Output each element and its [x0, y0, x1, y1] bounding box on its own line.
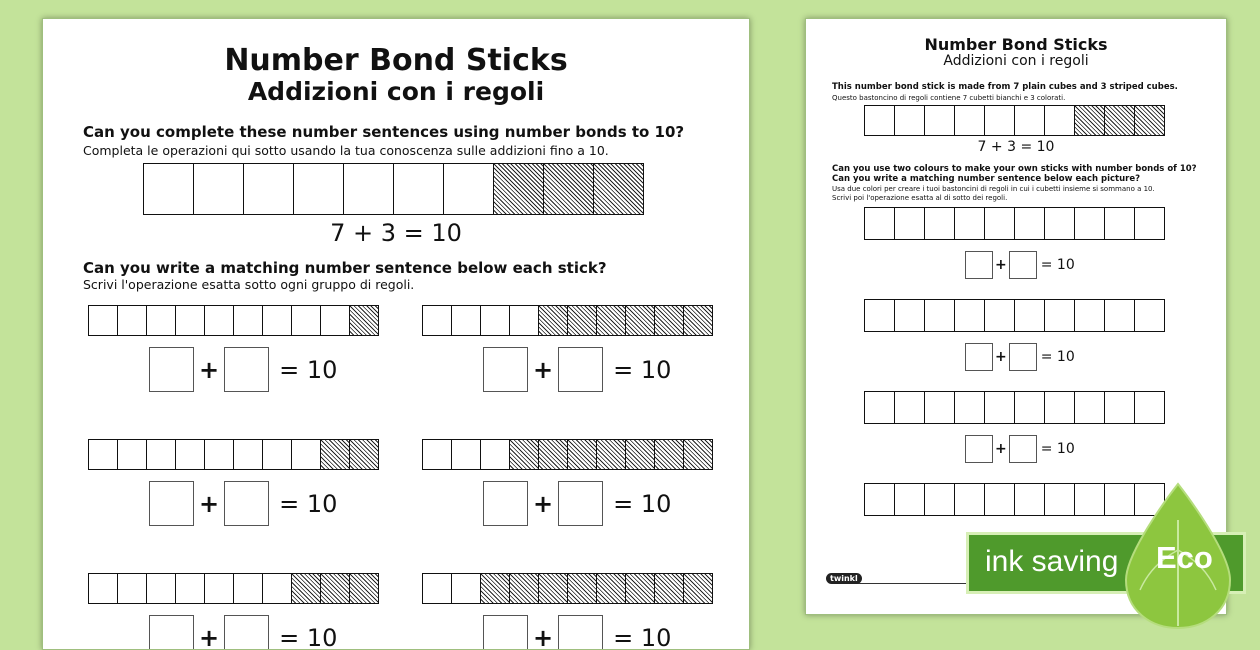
plain-cube [175, 573, 205, 604]
striped-cube [538, 573, 568, 604]
plain-cube [954, 299, 985, 332]
plain-cube [1134, 207, 1165, 240]
plain-cube [422, 439, 452, 470]
number-stick [89, 573, 379, 604]
plain-cube [1074, 299, 1105, 332]
striped-cube [654, 573, 684, 604]
blank-number-stick[interactable] [865, 299, 1165, 332]
plus-sign: + [533, 490, 553, 518]
plain-cube [894, 483, 925, 516]
number-sentence [483, 615, 671, 650]
plain-cube [88, 573, 118, 604]
number-stick [423, 305, 713, 336]
plain-cube [204, 305, 234, 336]
striped-cube [654, 305, 684, 336]
plain-cube [924, 391, 955, 424]
plain-cube [320, 305, 350, 336]
plain-cube [1074, 207, 1105, 240]
blank-number-stick[interactable] [865, 391, 1165, 424]
number-sentence [149, 615, 337, 650]
question-1-italian: Completa le operazioni qui sotto usando la tua conoscenza sulle addizioni fino a 10. [83, 143, 609, 158]
worksheet-preview-left [42, 18, 750, 650]
plus-sign: + [199, 490, 219, 518]
plain-cube [924, 105, 955, 136]
number-stick [89, 439, 379, 470]
plain-cube [175, 305, 205, 336]
plain-cube [864, 299, 895, 332]
answer-box-first[interactable] [965, 251, 993, 279]
plain-cube [1104, 207, 1135, 240]
page-title: Number Bond Sticks [43, 43, 749, 78]
plain-cube [954, 207, 985, 240]
plain-cube [480, 305, 510, 336]
twinkl-logo: twinkl [826, 573, 862, 584]
striped-cube [291, 573, 321, 604]
number-stick [89, 305, 379, 336]
number-sentence [965, 343, 1075, 371]
number-sentence [965, 251, 1075, 279]
plain-cube [1014, 207, 1045, 240]
question-italian-2: Scrivi poi l'operazione esatta al di sotto dei regoli. [832, 194, 1007, 202]
plain-cube [291, 439, 321, 470]
plus-sign: + [995, 349, 1007, 365]
striped-cube [480, 573, 510, 604]
plain-cube [175, 439, 205, 470]
plain-cube [1044, 105, 1075, 136]
question-english-1: Can you use two colours to make your own sticks with number bonds of 10? [832, 164, 1197, 174]
plain-cube [204, 573, 234, 604]
plus-sign: + [533, 624, 553, 650]
striped-cube [320, 439, 350, 470]
ink-saving-label: ink saving [985, 545, 1118, 579]
plain-cube [1044, 391, 1075, 424]
plain-cube [262, 439, 292, 470]
question-1-english: Can you complete these number sentences using number bonds to 10? [83, 123, 684, 141]
plus-sign: + [533, 356, 553, 384]
equals-ten: = 10 [1041, 349, 1075, 365]
striped-cube [349, 573, 379, 604]
intro-english: This number bond stick is made from 7 plain cubes and 3 striped cubes. [832, 82, 1178, 92]
plain-cube [1014, 105, 1045, 136]
striped-cube [349, 439, 379, 470]
plain-cube [146, 573, 176, 604]
number-sentence [483, 481, 671, 526]
equals-ten: = 10 [613, 490, 671, 518]
striped-cube [538, 439, 568, 470]
striped-cube [625, 573, 655, 604]
plain-cube [954, 391, 985, 424]
plain-cube [262, 573, 292, 604]
plain-cube [291, 305, 321, 336]
plain-cube [1014, 391, 1045, 424]
number-sentence [965, 435, 1075, 463]
plain-cube [1044, 299, 1075, 332]
answer-box-second[interactable] [558, 347, 603, 392]
plain-cube [1044, 207, 1075, 240]
page-subtitle: Addizioni con i regoli [43, 77, 749, 106]
plain-cube [1014, 299, 1045, 332]
plain-cube [924, 207, 955, 240]
page-subtitle: Addizioni con i regoli [806, 53, 1226, 69]
equals-ten: = 10 [613, 356, 671, 384]
striped-cube [1074, 105, 1105, 136]
plain-cube [146, 439, 176, 470]
plain-cube [451, 305, 481, 336]
plus-sign: + [995, 441, 1007, 457]
striped-cube [654, 439, 684, 470]
plain-cube [1074, 391, 1105, 424]
plain-cube [146, 305, 176, 336]
plain-cube [894, 391, 925, 424]
plain-cube [193, 163, 244, 215]
plain-cube [1134, 299, 1165, 332]
question-2-italian: Scrivi l'operazione esatta sotto ogni gruppo di regoli. [83, 277, 414, 292]
plain-cube [924, 483, 955, 516]
answer-box-first[interactable] [149, 347, 194, 392]
plain-cube [422, 305, 452, 336]
plain-cube [894, 299, 925, 332]
plain-cube [117, 305, 147, 336]
striped-cube [567, 439, 597, 470]
plain-cube [293, 163, 344, 215]
blank-number-stick[interactable] [865, 207, 1165, 240]
striped-cube [567, 573, 597, 604]
plus-sign: + [199, 356, 219, 384]
plain-cube [233, 305, 263, 336]
striped-cube [625, 305, 655, 336]
page-title: Number Bond Sticks [806, 35, 1226, 54]
plain-cube [233, 573, 263, 604]
striped-cube [349, 305, 379, 336]
answer-box-first[interactable] [483, 347, 528, 392]
plain-cube [480, 439, 510, 470]
question-italian-1: Usa due colori per creare i tuoi bastoncini di regoli in cui i cubetti insieme si sommano a 10. [832, 185, 1155, 193]
striped-cube [596, 439, 626, 470]
plain-cube [924, 299, 955, 332]
plain-cube [1104, 391, 1135, 424]
plain-cube [117, 573, 147, 604]
number-stick [423, 573, 713, 604]
answer-box-first[interactable] [149, 481, 194, 526]
answer-box-first[interactable] [965, 343, 993, 371]
answer-box-second[interactable] [558, 481, 603, 526]
plain-cube [984, 391, 1015, 424]
number-sentence [483, 347, 671, 392]
striped-cube [596, 573, 626, 604]
plain-cube [262, 305, 292, 336]
eco-label: Eco [1156, 540, 1213, 576]
answer-box-second[interactable] [224, 615, 269, 650]
footer-rule [856, 583, 976, 584]
plain-cube [233, 439, 263, 470]
plain-cube [88, 439, 118, 470]
answer-box-second[interactable] [1009, 343, 1037, 371]
question-2-english: Can you write a matching number sentence below each stick? [83, 259, 607, 277]
question-english-2: Can you write a matching number sentence below each picture? [832, 174, 1140, 184]
answer-box-first[interactable] [483, 481, 528, 526]
striped-cube [493, 163, 544, 215]
striped-cube [509, 573, 539, 604]
ink-saving-eco-badge [966, 480, 1260, 630]
striped-cube [683, 439, 713, 470]
plain-cube [88, 305, 118, 336]
example-equation: 7 + 3 = 10 [43, 219, 749, 247]
equals-ten: = 10 [279, 490, 337, 518]
striped-cube [567, 305, 597, 336]
striped-cube [596, 305, 626, 336]
striped-cube [543, 163, 594, 215]
plain-cube [143, 163, 194, 215]
plus-sign: + [199, 624, 219, 650]
equals-ten: = 10 [1041, 257, 1075, 273]
plain-cube [984, 207, 1015, 240]
equals-ten: = 10 [279, 624, 337, 650]
plain-cube [451, 573, 481, 604]
plain-cube [343, 163, 394, 215]
plain-cube [984, 105, 1015, 136]
plain-cube [894, 105, 925, 136]
plain-cube [864, 105, 895, 136]
striped-cube [683, 305, 713, 336]
intro-italian: Questo bastoncino di regoli contiene 7 cubetti bianchi e 3 colorati. [832, 94, 1065, 102]
number-stick [423, 439, 713, 470]
plain-cube [422, 573, 452, 604]
plain-cube [894, 207, 925, 240]
plain-cube [451, 439, 481, 470]
striped-cube [683, 573, 713, 604]
equals-ten: = 10 [613, 624, 671, 650]
example-equation: 7 + 3 = 10 [806, 139, 1226, 155]
plain-cube [443, 163, 494, 215]
equals-ten: = 10 [279, 356, 337, 384]
answer-box-second[interactable] [224, 347, 269, 392]
answer-box-second[interactable] [1009, 251, 1037, 279]
plain-cube [393, 163, 444, 215]
plain-cube [1134, 391, 1165, 424]
plain-cube [204, 439, 234, 470]
striped-cube [538, 305, 568, 336]
striped-cube [625, 439, 655, 470]
answer-box-first[interactable] [965, 435, 993, 463]
equals-ten: = 10 [1041, 441, 1075, 457]
answer-box-first[interactable] [149, 615, 194, 650]
striped-cube [593, 163, 644, 215]
plain-cube [864, 207, 895, 240]
plain-cube [117, 439, 147, 470]
answer-box-first[interactable] [483, 615, 528, 650]
plus-sign: + [995, 257, 1007, 273]
striped-cube [1134, 105, 1165, 136]
striped-cube [320, 573, 350, 604]
plain-cube [984, 299, 1015, 332]
striped-cube [509, 439, 539, 470]
plain-cube [1104, 299, 1135, 332]
example-number-stick [865, 105, 1165, 136]
plain-cube [864, 483, 895, 516]
number-sentence [149, 347, 337, 392]
plain-cube [954, 105, 985, 136]
number-sentence [149, 481, 337, 526]
plain-cube [864, 391, 895, 424]
striped-cube [1104, 105, 1135, 136]
example-number-stick [144, 163, 644, 215]
answer-box-second[interactable] [224, 481, 269, 526]
plain-cube [243, 163, 294, 215]
answer-box-second[interactable] [558, 615, 603, 650]
answer-box-second[interactable] [1009, 435, 1037, 463]
plain-cube [509, 305, 539, 336]
